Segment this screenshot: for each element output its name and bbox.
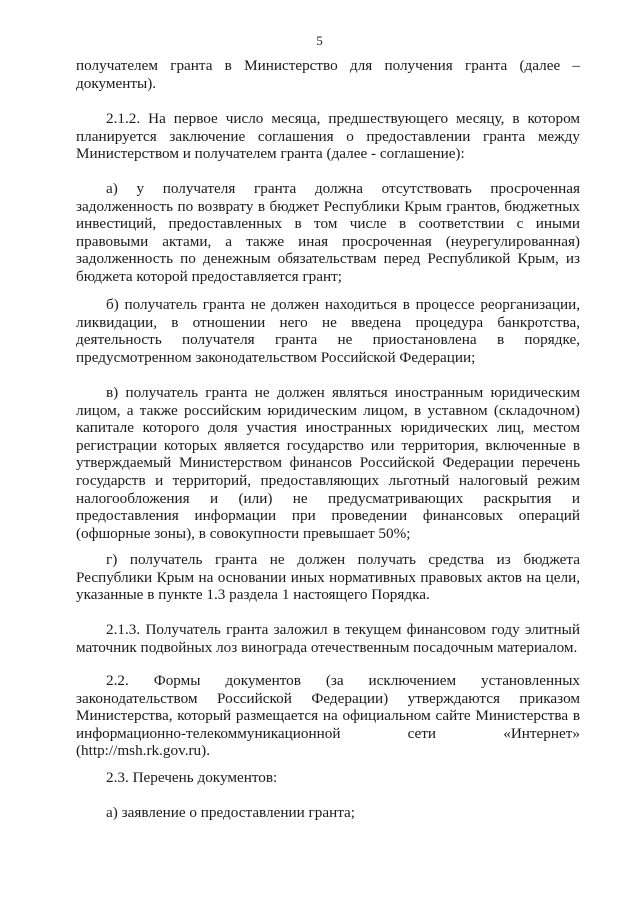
paragraph-2-1-2: 2.1.2. На первое число месяца, предшествующего месяцу, в котором планируется заключение соглашения о предоставлении гранта между Министерством и получателем гранта (далее - соглашение): <box>76 110 580 163</box>
paragraph-item-v: в) получатель гранта не должен являться иностранным юридическим лицом, а также российским юридическим лицом, в уставном (складочном) капитале которого доля участия иностранных юридических лиц, местом регистрации которых является государство или территория, включенные в утверждаемый Министерством финансов Российской Федерации перечень государств и территорий, предоставляющих льготный налоговый режим налогообложения и (или) не предусматривающих раскрытия и предоставления информации при проведении финансовых операций (офшорные зоны), в совокупности превышает 50%; <box>76 384 580 542</box>
paragraph-2-2: 2.2. Формы документов (за исключением установленных законодательством Российской Федерации) утверждаются приказом Министерства, который размещается на официальном сайте Министерства в информационно-телекоммуникационной сети «Интернет» (http://msh.rk.gov.ru). <box>76 672 580 760</box>
paragraph-2-1-3: 2.1.3. Получатель гранта заложил в текущем финансовом году элитный маточник подвойных лоз винограда отечественным посадочным материалом. <box>76 621 580 656</box>
paragraph-list-item-a: а) заявление о предоставлении гранта; <box>106 804 356 821</box>
paragraph-item-b: б) получатель гранта не должен находиться в процессе реорганизации, ликвидации, в отношении него не введена процедура банкротства, деятельность получателя гранта не приостановлена в порядке, предусмотренном законодательством Российской Федерации; <box>76 296 580 366</box>
page-number: 5 <box>316 33 323 48</box>
paragraph-2-3: 2.3. Перечень документов: <box>106 769 278 786</box>
paragraph-item-a: а) у получателя гранта должна отсутствовать просроченная задолженность по возврату в бюджет Республики Крым грантов, бюджетных инвестиций, предоставленных в том числе в соответствии с иными правовыми актами, а также иная просроченная (неурегулированная) задолженность по денежным обязательствам перед Республикой Крым, из бюджета которой предоставляется грант; <box>76 180 580 285</box>
paragraph-item-g: г) получатель гранта не должен получать средства из бюджета Республики Крым на основании иных нормативных правовых актов на цели, указанные в пункте 1.3 раздела 1 настоящего Порядка. <box>76 551 580 604</box>
paragraph-continuation: получателем гранта в Министерство для получения гранта (далее – документы). <box>76 57 580 92</box>
